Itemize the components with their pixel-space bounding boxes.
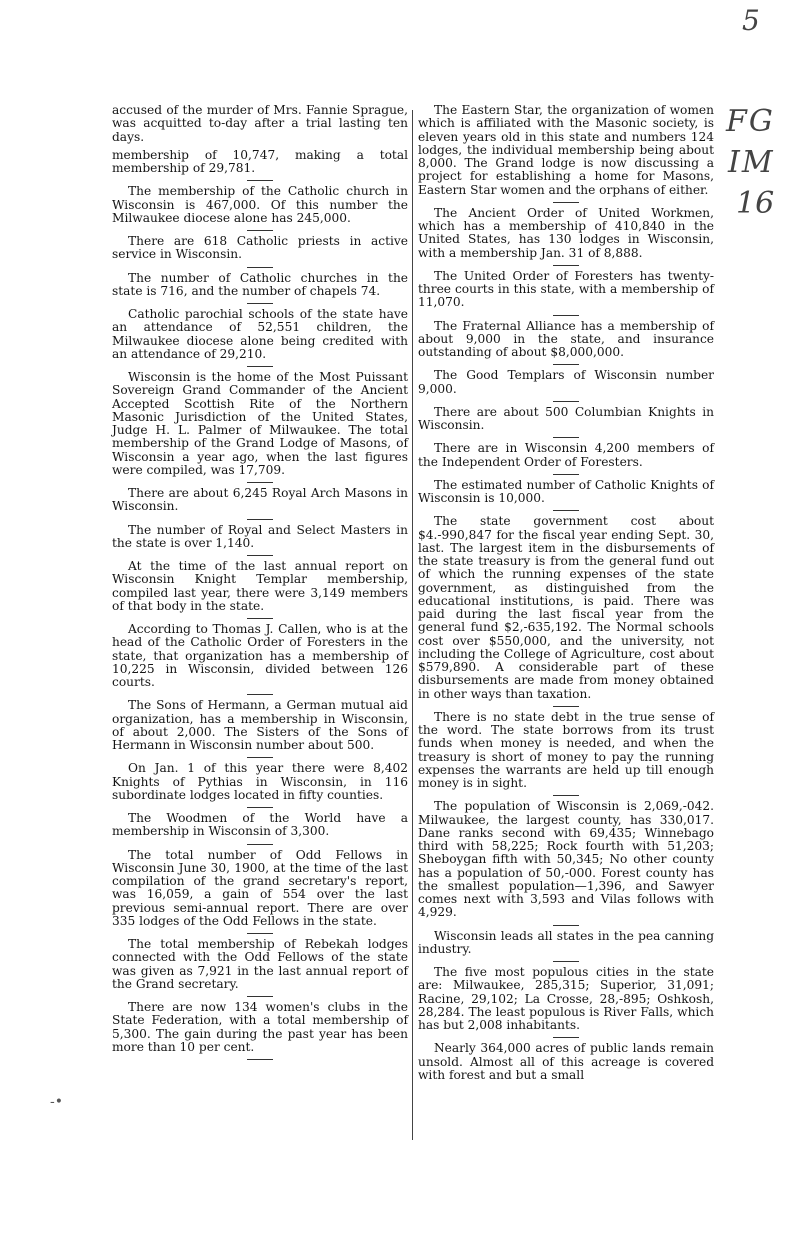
news-item: The Fraternal Alliance has a membership of about 9,000 in the state, and insurance outstanding of about $8,000,000.	[418, 318, 714, 359]
separator-rule	[247, 366, 273, 367]
news-item: The population of Wisconsin is 2,069,-042. Milwaukee, the largest county, has 330,017. Dane ranks second with 69,435; Winnebago third with 58,225; Rock fourth with 51,203; Sheboygan fifth with 50,345; No other county has a population of 50,-000. Forest county has the smallest population—1,396, and Sawyer comes next with 3,593 and Vilas follows with 4,929.	[418, 799, 714, 920]
separator-rule	[247, 1059, 273, 1060]
separator-rule	[553, 706, 579, 707]
handwritten-margin-note-1: FG	[726, 104, 775, 139]
news-item: The United Order of Foresters has twenty-three courts in this state, with a membership of 11,070.	[418, 268, 714, 310]
news-item: The Sons of Hermann, a German mutual aid organization, has a membership in Wisconsin, of about 2,000. The Sisters of the Sons of Hermann in Wisconsin number about 500.	[112, 698, 408, 752]
news-item: The Eastern Star, the organization of women which is affiliated with the Masonic society, is eleven years old in this state and numbers 124 lodges, the individual membership being about 8,000. The Grand lodge is now discussing a project for establishing a home for Masons, Eastern Star women and the orphans of either.	[418, 103, 714, 197]
news-item: The number of Royal and Select Masters in the state is over 1,140.	[112, 522, 408, 550]
news-item: There is no state debt in the true sense of the word. The state borrows from its trust funds when money is needed, and when the treasury is short of money to pay the running expenses the warrants are held up till enough money is in sight.	[418, 709, 714, 790]
edge-mark: -•	[50, 1094, 63, 1110]
separator-rule	[247, 807, 273, 808]
separator-rule	[553, 401, 579, 402]
handwritten-margin-note-3: 16	[736, 186, 775, 221]
news-item: On Jan. 1 of this year there were 8,402 Knights of Pythias in Wisconsin, in 116 subordinate lodges located in fifty counties.	[112, 761, 408, 802]
separator-rule	[247, 844, 273, 845]
news-item: The five most populous cities in the state are: Milwaukee, 285,315; Superior, 31,091; Racine, 29,102; La Crosse, 28,-895; Oshkosh, 28,284. The least populous is River Falls, which has but 2,008 inhabitants.	[418, 965, 714, 1032]
news-item: The membership of the Catholic church in Wisconsin is 467,000. Of this number the Milwaukee diocese alone has 245,000.	[112, 184, 408, 225]
separator-rule	[553, 364, 579, 365]
separator-rule	[247, 303, 273, 304]
separator-rule	[553, 202, 579, 203]
separator-rule	[553, 925, 579, 926]
separator-rule	[553, 437, 579, 438]
news-item: The Good Templars of Wisconsin number 9,000.	[418, 368, 714, 396]
separator-rule	[553, 474, 579, 475]
separator-rule	[553, 510, 579, 511]
news-item: Wisconsin leads all states in the pea canning industry.	[418, 928, 714, 956]
separator-rule	[247, 482, 273, 483]
news-item: accused of the murder of Mrs. Fannie Sprague, was acquitted to-day after a trial lasting ten days.	[112, 103, 408, 144]
separator-rule	[247, 519, 273, 520]
handwritten-margin-note-2: IM	[728, 145, 775, 180]
separator-rule	[553, 315, 579, 316]
separator-rule	[247, 618, 273, 619]
separator-rule	[247, 267, 273, 268]
separator-rule	[247, 230, 273, 231]
news-item: The total number of Odd Fellows in Wisconsin June 30, 1900, at the time of the last compilation of the grand secretary's report, was 16,059, a gain of 554 over the last previous semi-annual report. There are over 335 lodges of the Odd Fellows in the state.	[112, 847, 408, 928]
news-item: There are about 500 Columbian Knights in Wisconsin.	[418, 404, 714, 432]
news-item: There are now 134 women's clubs in the State Federation, with a total membership of 5,300. The gain during the past year has been more than 10 per cent.	[112, 1000, 408, 1054]
news-item: There are in Wisconsin 4,200 members of the Independent Order of Foresters.	[418, 441, 714, 469]
news-item: There are about 6,245 Royal Arch Masons in Wisconsin.	[112, 486, 408, 514]
separator-rule	[247, 996, 273, 997]
news-item: The number of Catholic churches in the state is 716, and the number of chapels 74.	[112, 270, 408, 298]
news-item: Catholic parochial schools of the state have an attendance of 52,551 children, the Milwaukee diocese alone being credited with an attendance of 29,210.	[112, 307, 408, 361]
separator-rule	[553, 795, 579, 796]
news-item: The state government cost about $4.-990,847 for the fiscal year ending Sept. 30, last. The largest item in the disbursements of the state treasury is from the general fund out of which the running expenses of the state government, as distinguished from the educational institutions, is paid. There was paid during the last fiscal year from the general fund $2,-635,192. The Normal schools cost over $550,000, and the university, not including the College of Agriculture, cost about $579,890. A considerable part of these disbursements are made from money obtained in other ways than taxation.	[418, 514, 714, 701]
separator-rule	[553, 265, 579, 266]
separator-rule	[247, 180, 273, 181]
handwritten-page-number: 5	[742, 4, 760, 37]
left-column	[112, 104, 408, 1064]
separator-rule	[247, 694, 273, 695]
separator-rule	[247, 757, 273, 758]
separator-rule	[247, 555, 273, 556]
news-item: The Ancient Order of United Workmen, which has a membership of 410,840 in the United States, has 130 lodges in Wisconsin, with a membership Jan. 31 of 8,888.	[418, 205, 714, 260]
right-column	[418, 104, 714, 1087]
separator-rule	[247, 933, 273, 934]
news-item: The total membership of Rebekah lodges connected with the Odd Fellows of the state was given as 7,921 in the last annual report of the Grand secretary.	[112, 937, 408, 991]
news-item: According to Thomas J. Callen, who is at the head of the Catholic Order of Foresters in the state, that organization has a membership of 10,225 in Wisconsin, divided between 126 courts.	[112, 622, 408, 689]
separator-rule	[553, 961, 579, 962]
column-divider	[412, 110, 413, 1140]
news-item: The estimated number of Catholic Knights of Wisconsin is 10,000.	[418, 477, 714, 505]
news-item: At the time of the last annual report on Wisconsin Knight Templar membership, compiled last year, there were 3,149 members of that body in the state.	[112, 559, 408, 613]
news-item: Nearly 364,000 acres of public lands remain unsold. Almost all of this acreage is covered with forest and but a small	[418, 1041, 714, 1082]
news-item: There are 618 Catholic priests in active service in Wisconsin.	[112, 234, 408, 262]
news-item: membership of 10,747, making a total membership of 29,781.	[112, 147, 408, 175]
news-item: The Woodmen of the World have a membership in Wisconsin of 3,300.	[112, 811, 408, 839]
separator-rule	[553, 1037, 579, 1038]
news-item: Wisconsin is the home of the Most Puissant Sovereign Grand Commander of the Ancient Accepted Scottish Rite of the Northern Masonic Jurisdiction of the United States, Judge H. L. Palmer of Milwaukee. The total membership of the Grand Lodge of Masons, of Wisconsin a year ago, when the last figures were compiled, was 17,709.	[112, 370, 408, 477]
